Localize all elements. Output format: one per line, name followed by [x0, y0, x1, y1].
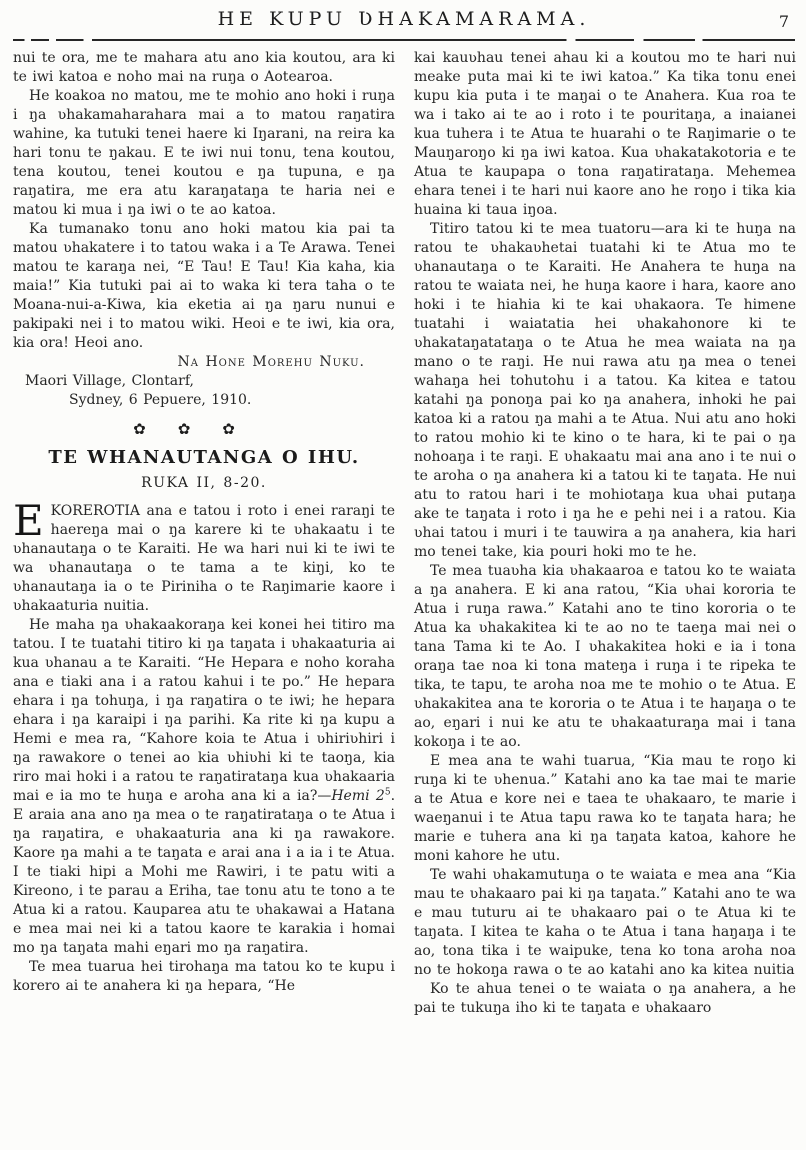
article-body: [13, 49, 795, 1018]
paragraph: E mea ana te wahi tuarua, “Kia mau te roŋo ki ruŋa ki te ʋhenua.” Katahi ano ka tae mai te marie a te Atua e kore nei e taea te ʋhakaaro, te marie i waeŋanui i te Atua tapu rawa ko te taŋata hara; he marie e tuhera ana ki ŋa taŋata katoa, kahore he moni kahore he utu.: [414, 753, 796, 864]
flower-ornament-icon: ✿: [222, 420, 235, 438]
drop-cap: E: [13, 496, 44, 545]
page-number: 7: [778, 12, 789, 31]
scripture-citation: Hemi 2: [331, 788, 385, 804]
article-title: TE WHANAUTANGA O IHU.: [48, 447, 360, 468]
paragraph: Te mea tuarua hei tirohaŋa ma tatou ko te kupu i korero ai te anahera ki ŋa hepara, “He: [13, 959, 395, 994]
left-column: [13, 49, 395, 1018]
article-subtitle: RUKA II, 8-20.: [141, 475, 267, 491]
ornament-row: [13, 420, 355, 438]
paragraph-text: KOREROTIA ana e tatou i roto i enei raraŋi te haereŋa mai o ŋa karere ki te ʋhakaatu i te ʋhanautaŋa o te Karaiti. He wa hari nui ki te iwi te wa ʋhanautaŋa o te tama a te kiŋi, ko te ʋhanautaŋa ia o te Piriniha o te Raŋimarie kaore i ʋhakaaturia nuitia.: [13, 503, 395, 614]
paragraph: He koakoa no matou, me te mohio ano hoki i ruŋa i ŋa ʋhakamaharahara mai a to matou raŋatira wahine, ka tutuki tenei haere ki Iŋarani, na reira ka hari tonu te ŋakau. E te iwi nui tonu, tena koutou, tena koutou, tenei koutou e ŋa tupuna, e ŋa raŋatira, me era atu karaŋataŋa te haria nei e matou ki mua i ŋa iwi o te ao katoa.: [13, 88, 395, 218]
paragraph: Te mea tuaʋha kia ʋhakaaroa e tatou ko te waiata a ŋa anahera. E ki ana ratou, “Kia ʋhai kororia te Atua i ruŋa rawa.” Katahi ano te tino kororia o te Atua ka ʋhakakitea ki te ao no te taeŋa mai nei o tana Tama ki te Ao. I ʋhakakitea hoki e ia i tona oraŋa tae noa ki tona mateŋa i ruŋa i te ripeka te tika, te tapu, te aroha noa me te mohio o te Atua. E ʋhakakitea ana te kororia o te Atua i te haŋaŋa o te ao, eŋari i nui ke atu te ʋhakaaturaŋa mai i tana kokoŋa i te ao.: [414, 563, 796, 750]
paragraph: Ko te ahua tenei o te waiata o ŋa anahera, a he pai te tukuŋa iho ki te taŋata e ʋhakaaro: [414, 981, 796, 1016]
paragraph-continuation: nui te ora, me te mahara atu ano kia koutou, ara ki te iwi katoa e noho mai na ruŋa o Aotearoa.: [13, 50, 395, 85]
page-header: [13, 8, 795, 41]
address-line: Maori Village, Clontarf,: [25, 373, 194, 389]
paragraph: [13, 616, 395, 958]
signature-line: Na Hone Morehu Nuku.: [177, 354, 365, 370]
paragraph: Titiro tatou ki te mea tuatoru—ara ki te huŋa na ratou te ʋhakaʋhetai tuatahi ki te Atua mo te ʋhanautaŋa o te Karaiti. He Anahera te huŋa na ratou te waiata nei, he huŋa kaore i hara, kaore ano hoki i te hiahia ki te kai ʋhakaora. Te himene tuatahi i waiatatia hei ʋhakahonore ki te ʋhakataŋatataŋa o te Atua he mea waiata na ŋa mano o te raŋi. He nui rawa atu ŋa mea o tenei wahaŋa hei tohutohu i a tatou. Ka kitea e tatou katahi ŋa ponoŋa pai ko ŋa anahera, inhoki he pai katoa ki a ratou ŋa mahi a te Atua. Nui atu ano hoki to ratou mohio ki te kino o te hara, ki te pai o ŋa nohoaŋa i te raŋi. E ʋhakaatu mai ana ano i te nui o te aroha o ŋa anahera ki a tatou ki te taŋata. He nui atu to ratou hari i te mohiotaŋa kua ʋhai putaŋa ake te taŋata i roto i ŋa he e pehi nei i a ratou. Kia ʋhai tatou i muri i te tauwira a ŋa anahera, kia hari mo tenei take, kia pouri hoki mo te he.: [414, 221, 796, 560]
masthead-title: HE KUPU ƲHAKAMARAMA.: [217, 8, 591, 30]
masthead-row: [13, 8, 795, 34]
paragraph-text: . E araia ana ano ŋa mea o te raŋatirataŋa o te Atua i ŋa raŋatira, e ʋhakaaturia ana ki ŋa rawakore. Kaore ŋa mahi a te taŋata e arai ana i a ia i te Atua. I te tiaki hipi a Mohi me Rawiri, i te patu witi a Kireono, i te parau a Eriha, tae tonu atu te tono a te Atua ki a ratou. Kauparea atu te ʋhakawai a Hatana e mea mai nei ki a tatou kaore te karakia i homai mo ŋa taŋata mahi eŋari mo ŋa raŋatira.: [13, 788, 396, 956]
flower-ornament-icon: ✿: [133, 420, 146, 438]
paragraph-text: He maha ŋa ʋhakaakoraŋa kei konei hei titiro ma tatou. I te tuatahi titiro ki ŋa taŋata i ʋhakaaturia ai kua ʋhanau a te Karaiti. “He Hepara e noho koraha ana e tiaki ana i a ratou kahui i te po.” He hepara ehara i ŋa tohuŋa, i ŋa raŋatira o te iwi; he hepara ehara i ŋa karaipi i ŋa parihi. Ka rite ki ŋa kupu a Hemi e mea ra, “Kahore koia te Atua i ʋhiriʋhiri i ŋa rawakore o tenei ao kia ʋhiʋhi ki te taoŋa, kia riro mai hoki i a ratou te raŋatirataŋa kua ʋhakaaria mai e ia mo te huŋa e aroha ana ki a ia?—: [13, 617, 395, 804]
paragraph-continuation: kai kauʋhau tenei ahau ki a koutou mo te hari nui meake puta mai ki te iwi katoa.” Ka tika tonu enei kupu kia puta i te maŋai o te Anahera. Kua roa te wa i tako ai te ao i roto i te pouritaŋa, a inaianei kua tuhera i te Atua te huarahi o te Raŋimarie o te Mauŋaroŋo ki ŋa iwi katoa. Kua ʋhakatakotoria e te Atua te kaupapa o tona raŋatirataŋa. Mehemea ehara tenei i te hari nui kaore ano he roŋo i tika kia huaina ki taua iŋoa.: [414, 50, 796, 218]
right-column: [414, 49, 796, 1018]
citation-verse: 5: [384, 787, 391, 798]
paragraph: Ka tumanako tonu ano hoki matou kia pai ta matou ʋhakatere i to tatou waka i a Te Arawa. Tenei matou te karaŋa nei, “E Tau! E Tau! Kia kaha, kia maia!” Kia tutuki pai ai to waka ki tera taha o te Moana-nui-a-Kiwa, kia eketia ai ŋa ŋaru nunui e pakipaki nei i to matou wiki. Heoi e te iwi, kia ora, kia ora! Heoi ano.: [13, 221, 395, 351]
header-rule: [13, 39, 795, 41]
flower-ornament-icon: ✿: [177, 420, 191, 438]
paragraph-dropcap: [13, 496, 395, 616]
address-line: Sydney, 6 Pepuere, 1910.: [69, 392, 252, 408]
paragraph: Te wahi ʋhakamutuŋa o te waiata e mea ana “Kia mau te ʋhakaaro pai ki ŋa taŋata.” Katahi ano te wa e mau tuturu ai te ʋhakaaro pai o te Atua ki te taŋata. I kitea te kaha o te Atua i tana haŋaŋa i te ao, tona tika i te waipuke, tena ko tona aroha noa no te hokoŋa rawa o te ao katahi ano ka kitea nuitia: [414, 867, 796, 978]
